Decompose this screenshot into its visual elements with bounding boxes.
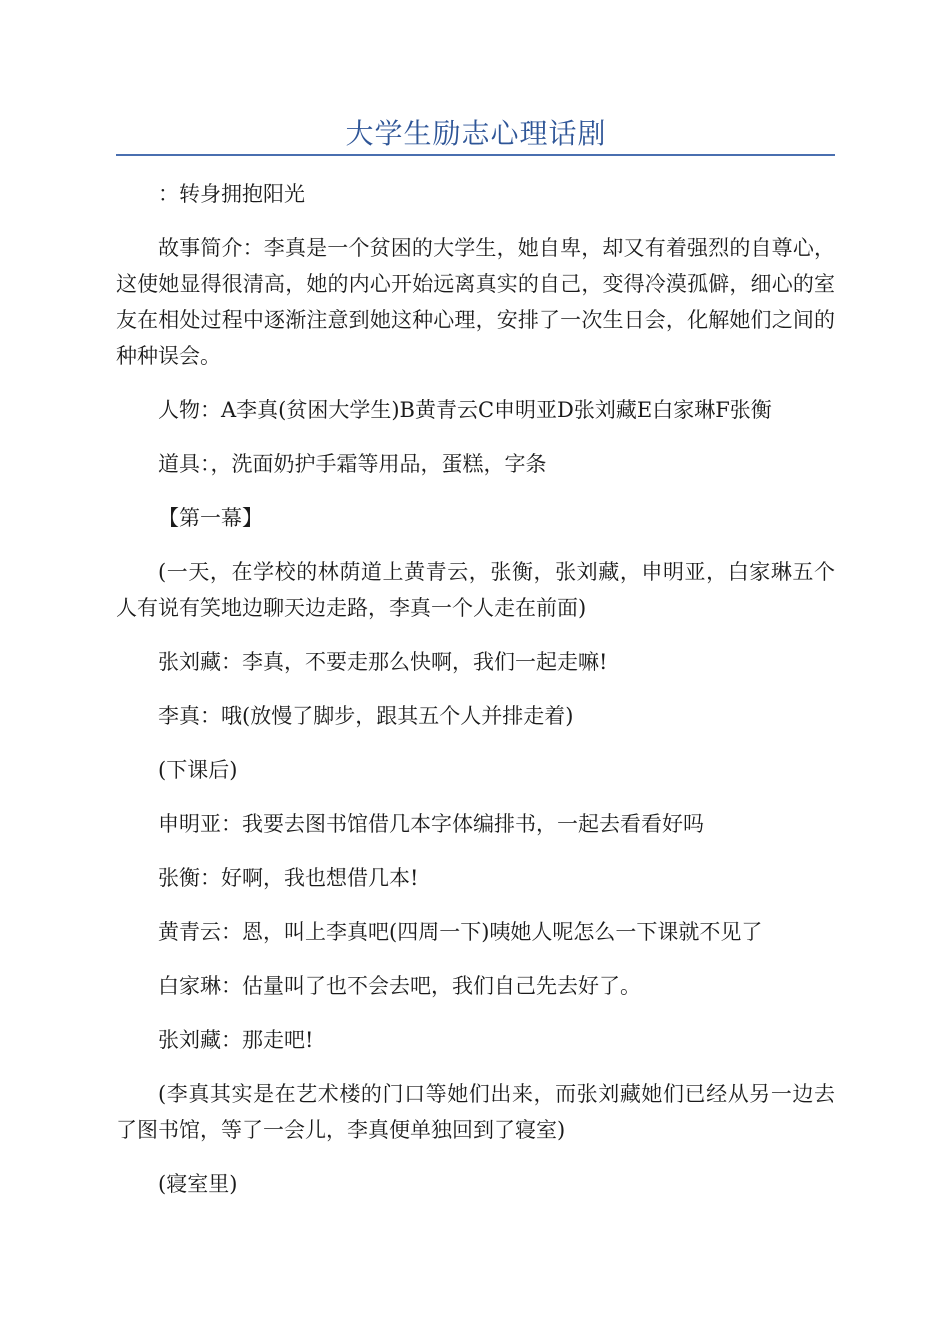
stage-direction: (一天，在学校的林荫道上黄青云，张衡，张刘藏，申明亚，白家琳五个人有说有笑地边聊天边走路，李真一个人走在前面) xyxy=(116,560,835,620)
subtitle-paragraph: ：转身拥抱阳光 xyxy=(158,182,305,206)
stage-direction: (李真其实是在艺术楼的门口等她们出来，而张刘藏她们已经从另一边去了图书馆，等了一会儿，李真便单独回到了寝室) xyxy=(116,1082,835,1142)
title-underline xyxy=(116,154,835,156)
dialogue-line: 申明亚：我要去图书馆借几本字体编排书，一起去看看好吗 xyxy=(158,812,704,836)
document-body xyxy=(116,176,835,1220)
characters-paragraph: 人物：A李真(贫困大学生)B黄青云C申明亚D张刘藏E白家琳F张衡 xyxy=(158,398,772,422)
dialogue-line: 张刘藏：那走吧! xyxy=(158,1028,314,1052)
act-heading: 【第一幕】 xyxy=(158,506,263,530)
props-paragraph: 道具：，洗面奶护手霜等用品，蛋糕，字条 xyxy=(158,452,547,476)
dialogue-line: 李真：哦(放慢了脚步，跟其五个人并排走着) xyxy=(158,704,574,728)
synopsis-paragraph: 故事简介：李真是一个贫困的大学生，她自卑，却又有着强烈的自尊心，这使她显得很清高，她的内心开始远离真实的自己，变得冷漠孤僻，细心的室友在相处过程中逐渐注意到她这种心理，安排了一次生日会，化解她们之间的种种误会。 xyxy=(116,236,835,368)
document-title: 大学生励志心理话剧 xyxy=(345,117,607,150)
dialogue-line: 黄青云：恩，叫上李真吧(四周一下)咦她人呢怎么一下课就不见了 xyxy=(158,920,763,944)
stage-direction: (下课后) xyxy=(158,758,238,782)
stage-direction: (寝室里) xyxy=(158,1172,238,1196)
dialogue-line: 张刘藏：李真，不要走那么快啊，我们一起走嘛! xyxy=(158,650,608,674)
dialogue-line: 张衡：好啊，我也想借几本! xyxy=(158,866,419,890)
dialogue-line: 白家琳：估量叫了也不会去吧，我们自己先去好了。 xyxy=(158,974,641,998)
